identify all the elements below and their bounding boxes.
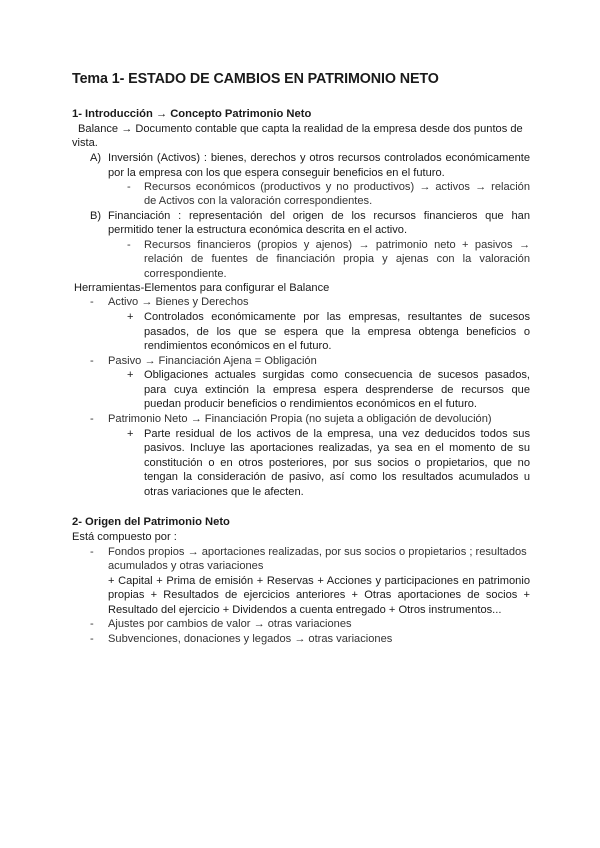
patrimonio-sub-line-2: pasivos. Incluye las aportaciones realizadas, ya sea en el momento de su [144, 442, 530, 454]
item-a-sub-marker: - [127, 181, 131, 193]
balance-line-1: Balance → Documento contable que capta la realidad de la empresa desde dos puntos de [78, 123, 523, 135]
item-b-sub-line-2: relación de fuentes de financiación propia y ajenas con la valoración [144, 253, 530, 265]
pasivo-marker: - [90, 355, 94, 367]
item-b-marker: B) [90, 210, 102, 222]
fondos-marker: - [90, 546, 94, 558]
tools-intro: Herramientas-Elementos para configurar el Balance [74, 282, 330, 294]
patrimonio-sub-line-3: constitución o en otros posteriores, por sus socios o propietarios, que no [144, 457, 530, 469]
section-2-intro: Está compuesto por : [72, 531, 177, 543]
item-a-line-1: Inversión (Activos) : bienes, derechos y otros recursos controlados económicamente [108, 152, 530, 164]
activo-sub-line-1: Controlados económicamente por las empresas, resultantes de sucesos [144, 311, 530, 323]
pasivo-sub-marker: + [127, 369, 134, 381]
pasivo-sub-line-1: Obligaciones actuales surgidas como consecuencia de sucesos pasados, [144, 369, 530, 381]
ajustes-marker: - [90, 618, 94, 630]
capital-line-1: + Capital + Prima de emisión + Reservas + Acciones y participaciones en patrimonio [108, 575, 530, 587]
fondos-line-2: acumulados y otras variaciones [108, 560, 264, 572]
subvenciones-marker: - [90, 633, 94, 645]
balance-line-2: vista. [72, 137, 98, 149]
item-a-marker: A) [90, 152, 102, 164]
patrimonio-label: Patrimonio Neto → Financiación Propia (no sujeta a obligación de devolución) [108, 413, 492, 425]
activo-sub-line-2: pasados, de los que se espera que la empresa obtenga beneficios o [144, 326, 530, 338]
patrimonio-sub-marker: + [127, 428, 134, 440]
item-b-sub-line-3: correspondiente. [144, 268, 227, 280]
item-b-sub-line-1: Recursos financieros (propios y ajenos) → patrimonio neto + pasivos → [144, 239, 530, 251]
subvenciones-line: Subvenciones, donaciones y legados → otras variaciones [108, 633, 393, 645]
activo-label: Activo → Bienes y Derechos [108, 296, 249, 308]
item-b-sub-marker: - [127, 239, 131, 251]
pasivo-label: Pasivo → Financiación Ajena = Obligación [108, 355, 317, 367]
item-b-line-2: permitido tener la estructura económica descrita en el activo. [108, 224, 408, 236]
pasivo-sub-line-3: puedan producir beneficios o rendimientos económicos en el futuro. [144, 398, 478, 410]
item-a-sub-line-2: de Activos con la valoración correspondientes. [144, 195, 373, 207]
patrimonio-sub-line-1: Parte residual de los activos de la empresa, una vez deducidos todos sus [144, 428, 530, 440]
patrimonio-marker: - [90, 413, 94, 425]
activo-sub-line-3: rendimientos económicos en el futuro. [144, 340, 332, 352]
activo-marker: - [90, 296, 94, 308]
item-a-line-2: por la empresa con los que espera conseguir beneficios en el futuro. [108, 167, 445, 179]
activo-sub-marker: + [127, 311, 134, 323]
item-b-line-1: Financiación : representación del origen de los recursos financieros que han [108, 210, 530, 222]
patrimonio-sub-line-4: tengan la consideración de pasivo, así como los resultados acumulados u [144, 471, 530, 483]
page-title: Tema 1- ESTADO DE CAMBIOS EN PATRIMONIO NETO [72, 71, 439, 87]
pasivo-sub-line-2: para cuya extinción la empresa espera desprenderse de recursos que [144, 384, 530, 396]
fondos-line-1: Fondos propios → aportaciones realizadas, por sus socios o propietarios ; resultados [108, 546, 527, 558]
item-a-sub-line-1: Recursos económicos (productivos y no productivos) → activos → relación [144, 181, 530, 193]
patrimonio-sub-line-5: otras variaciones que le afecten. [144, 486, 304, 498]
ajustes-line: Ajustes por cambios de valor → otras variaciones [108, 618, 352, 630]
section-2-heading: 2- Origen del Patrimonio Neto [72, 516, 230, 528]
capital-line-3: Resultado del ejercicio + Dividendos a cuenta entregado + Otros instrumentos... [108, 604, 502, 616]
capital-line-2: propias + Resultados de ejercicios anteriores + Otras aportaciones de socios + [108, 589, 530, 601]
section-1-heading: 1- Introducción → Concepto Patrimonio Neto [72, 108, 312, 120]
